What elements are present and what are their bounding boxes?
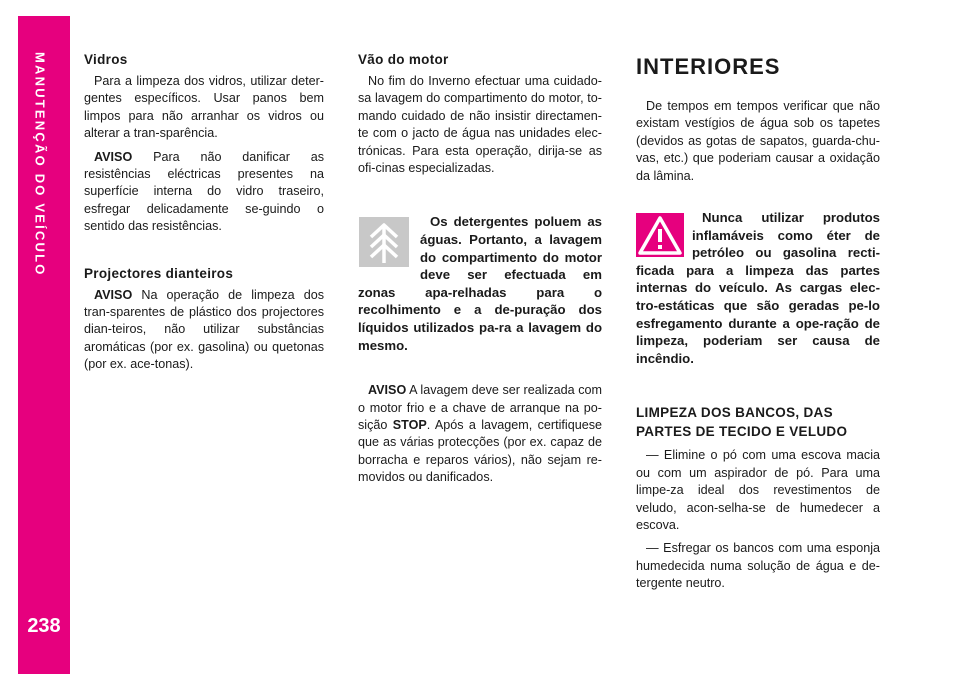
projectores-heading: Projectores dianteiros: [84, 265, 234, 281]
bancos-item-2: — Esfregar os bancos com uma esponja humedecida numa solução de água e de-tergente neutro.: [636, 541, 880, 591]
projectores-aviso-text: Na operação de limpeza dos tran-sparentes de plástico dos projectores dian-teiros, não utilizar substâncias aromáticas (por ex. gasolina) ou quetonas (por ex. ace-tonas).: [84, 287, 325, 372]
bancos-item-1: — Elimine o pó com uma escova macia ou com um aspirador de pó. Para uma limpe-za ideal dos revestimentos de veludo, acon-selha-se de humedecer a escova.: [636, 448, 880, 532]
column-middle: [358, 52, 602, 493]
aviso-label: AVISO: [94, 149, 133, 164]
vao-heading: Vão do motor: [358, 52, 449, 67]
vidros-heading: Vidros: [84, 52, 128, 67]
danger-warning: Nunca utilizar produtos inflamáveis como éter de petróleo ou gasolina recti-ficada para a limpeza das partes internas do veículo. As cargas elec-tro-estáticas que são geradas pe-lo esfregamento durante a ope-ração de limpeza, poderiam ser causa de incêndio.: [636, 210, 880, 366]
vao-aviso: [358, 382, 602, 486]
vidros-aviso-text: Para não danificar as resistências eléctricas presentes na superfície interna do vidro traseiro, esfregar delicadamente se-guindo o sentido das resistências.: [84, 149, 325, 234]
stop-word: STOP: [392, 418, 427, 432]
warning-triangle-icon: [636, 213, 684, 257]
projectores-aviso: [84, 287, 324, 374]
section-title: MANUTENÇÃO DO VEÍCULO: [32, 52, 48, 277]
aviso-label: AVISO: [368, 383, 407, 398]
tree-icon: [358, 217, 410, 267]
aviso-label: AVISO: [94, 287, 133, 302]
page-number: 238: [27, 615, 61, 637]
bancos-heading: LIMPEZA DOS BANCOS, DAS PARTES DE TECIDO E VELUDO: [636, 405, 848, 440]
interiores-intro: De tempos em tempos verificar que não existam vestígios de água sob os tapetes (devidos as gotas de sapatos, guarda-chu-vas, etc.) que poderiam causar a oxidação da lâmina.: [636, 99, 880, 183]
vao-aviso-text-2: . Após a lavagem, certifiquese que as várias protecções (por ex. capaz de borracha e reparos vários), não sejam re-movidos ou danificados.: [358, 418, 603, 485]
vao-text: No fim do Inverno efectuar uma cuidado-sa lavagem do compartimento do motor, to-mando cuidado de não insistir directamen-te com o jacto de água nas unidades elec-trónicas. Para esta operação, dirija-se as ofi-cinas especializadas.: [358, 74, 602, 176]
page-title: INTERIORES: [636, 54, 781, 79]
environment-warning: Os detergentes poluem as águas. Portanto, a lavagem do compartimento do motor deve ser efectuada em zonas apa-relhadas para o recolhimento e a de-puração dos líquidos utilizados pa-ra a lavagem do mesmo.: [358, 214, 602, 353]
vidros-text: Para a limpeza dos vidros, utilizar deter-gentes específicos. Usar panos bem limpos para não arranhar os vidros ou alterar a tran-sparência.: [84, 74, 324, 141]
vao-aviso-text-1: A lavagem deve ser realizada com o motor frio e a chave de arranque na po-sição: [358, 383, 602, 432]
column-right: [636, 52, 880, 599]
vidros-aviso: [84, 149, 324, 236]
column-left: [84, 52, 324, 380]
